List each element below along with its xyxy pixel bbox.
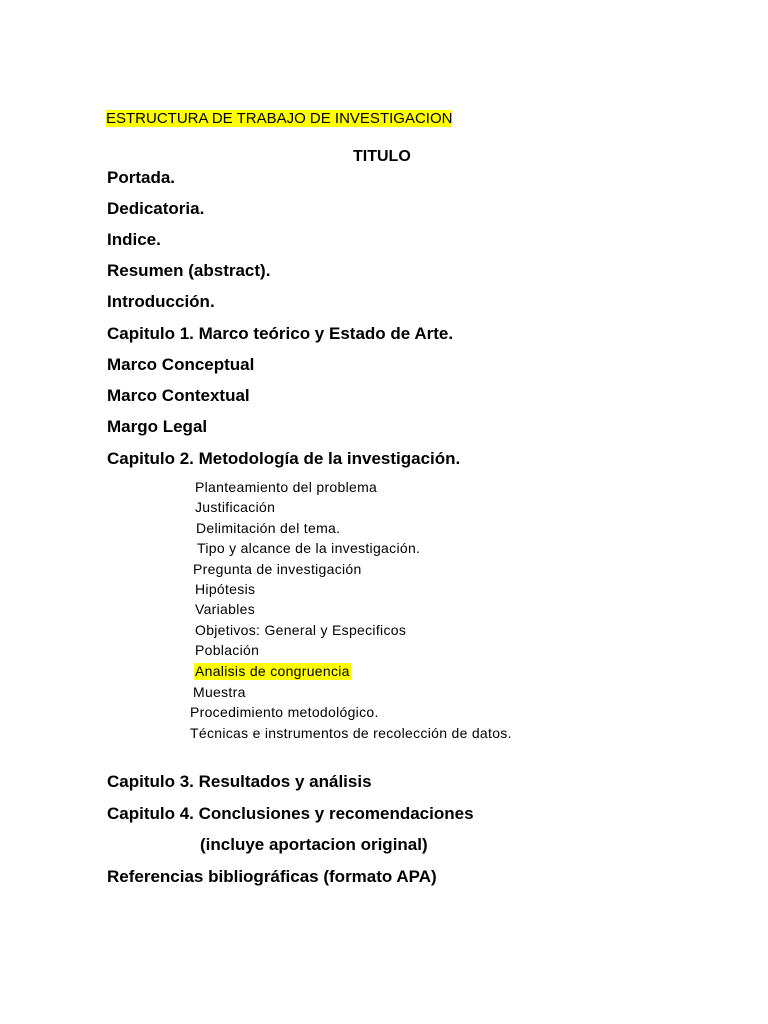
subitem-tecnicas: Técnicas e instrumentos de recolección de datos.	[190, 725, 512, 741]
subitem-pregunta: Pregunta de investigación	[193, 561, 362, 577]
toc-item-marco-contextual: Marco Contextual	[107, 386, 250, 405]
toc-item-dedicatoria: Dedicatoria.	[107, 199, 205, 218]
toc-item-resumen: Resumen (abstract).	[107, 261, 271, 280]
subitem-procedimiento: Procedimiento metodológico.	[190, 704, 379, 720]
subitem-planteamiento: Planteamiento del problema	[195, 479, 378, 495]
subitem-variables: Variables	[195, 601, 256, 617]
subitem-muestra: Muestra	[193, 684, 246, 700]
toc-item-portada: Portada.	[107, 168, 176, 187]
toc-item-margo-legal: Margo Legal	[107, 417, 208, 436]
toc-item-capitulo-4: Capitulo 4. Conclusiones y recomendaciones	[107, 804, 474, 823]
toc-item-introduccion: Introducción.	[107, 292, 215, 311]
subitem-hipotesis: Hipótesis	[195, 581, 256, 597]
subitem-poblacion: Población	[195, 642, 260, 658]
toc-item-indice: Indice.	[107, 230, 161, 249]
toc-item-aportacion: (incluye aportacion original)	[200, 835, 428, 854]
subitem-objetivos: Objetivos: General y Especificos	[195, 622, 407, 638]
subitem-tipo-alcance: Tipo y alcance de la investigación.	[197, 540, 421, 556]
subitem-highlight: Analisis de congruencia	[195, 663, 350, 679]
toc-item-marco-conceptual: Marco Conceptual	[107, 355, 255, 374]
subitem-delimitacion: Delimitación del tema.	[196, 520, 341, 536]
document-title: TITULO	[353, 148, 411, 165]
toc-item-capitulo-3: Capitulo 3. Resultados y análisis	[107, 772, 372, 791]
document-heading	[106, 110, 452, 128]
toc-item-referencias: Referencias bibliográficas (formato APA)	[107, 867, 437, 886]
subitem-analisis-congruencia	[194, 664, 351, 678]
heading-highlight: ESTRUCTURA DE TRABAJO DE INVESTIGACION	[106, 110, 453, 127]
toc-item-capitulo-2: Capitulo 2. Metodología de la investigación.	[107, 449, 461, 468]
toc-item-capitulo-1: Capitulo 1. Marco teórico y Estado de Arte.	[107, 324, 454, 343]
subitem-justificacion: Justificación	[195, 499, 276, 515]
